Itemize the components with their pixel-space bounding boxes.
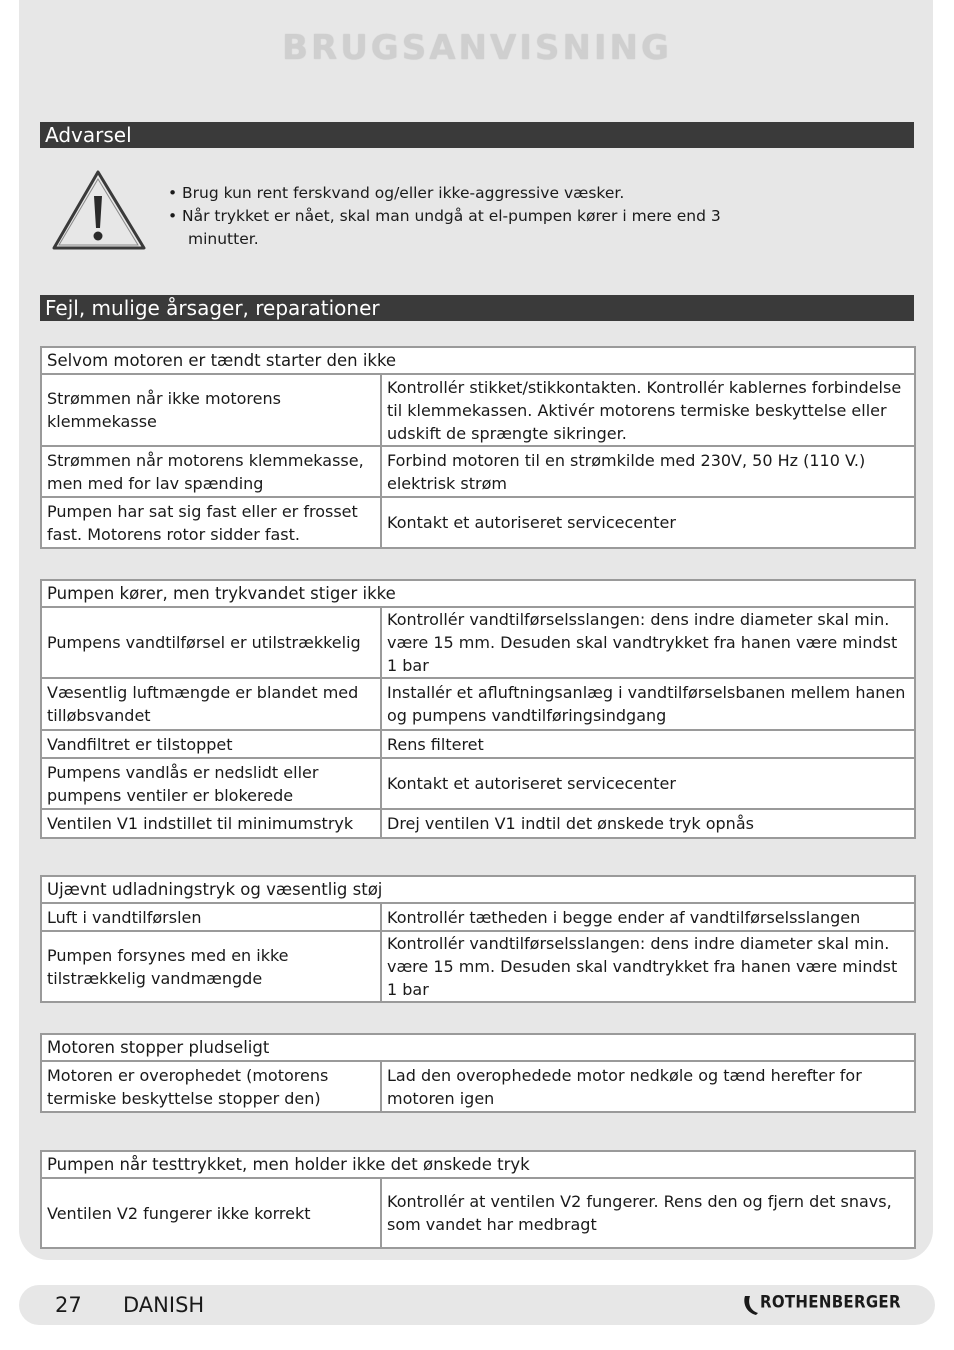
remedy-cell: Kontrollér at ventilen V2 fungerer. Rens den og fjern det snavs, som vandet har medbragt <box>381 1178 915 1248</box>
table-row <box>41 931 915 1002</box>
cause-cell: Pumpens vandlås er nedslidt eller pumpens ventiler er blokerede <box>41 758 381 809</box>
table-row <box>41 758 915 809</box>
table-row <box>41 374 915 446</box>
warning-heading: Advarsel <box>40 122 914 148</box>
remedy-cell: Lad den overophedede motor nedkøle og tænd herefter for motoren igen <box>381 1061 915 1112</box>
cause-cell: Motoren er overophedet (motorens termiske beskyttelse stopper den) <box>41 1061 381 1112</box>
fault-table-motor-not-starting <box>40 346 916 549</box>
brand-swoosh-icon <box>742 1292 762 1318</box>
faults-heading: Fejl, mulige årsager, reparationer <box>40 295 914 321</box>
language-label: DANISH <box>123 1293 205 1317</box>
cause-cell: Ventilen V1 indstillet til minimumstryk <box>41 809 381 838</box>
remedy-cell: Kontakt et autoriseret servicecenter <box>381 497 915 548</box>
remedy-cell: Rens filteret <box>381 730 915 758</box>
table-title: Pumpen når testtrykket, men holder ikke det ønskede tryk <box>41 1151 915 1178</box>
remedy-cell: Installér et afluftningsanlæg i vandtilførselsbanen mellem hanen og pumpens vandtilføringsindgang <box>381 678 915 730</box>
warning-item: • Når trykket er nået, skal man undgå at el-pumpen kører i mere end 3 minutter. <box>168 205 728 251</box>
fault-table-motor-stops <box>40 1033 916 1113</box>
cause-cell: Pumpens vandtilførsel er utilstrækkelig <box>41 607 381 678</box>
remedy-cell: Forbind motoren til en strømkilde med 230V, 50 Hz (110 V.) elektrisk strøm <box>381 446 915 497</box>
cause-cell: Strømmen når ikke motorens klemmekasse <box>41 374 381 446</box>
table-row <box>41 497 915 548</box>
warning-triangle-icon <box>52 168 148 254</box>
warning-list <box>168 182 728 251</box>
table-row <box>41 607 915 678</box>
remedy-cell: Kontakt et autoriseret servicecenter <box>381 758 915 809</box>
cause-cell: Pumpen har sat sig fast eller er frosset fast. Motorens rotor sidder fast. <box>41 497 381 548</box>
cause-cell: Strømmen når motorens klemmekasse, men med for lav spænding <box>41 446 381 497</box>
fault-table-pressure-not-rising <box>40 579 916 839</box>
cause-cell: Pumpen forsynes med en ikke tilstrækkelig vandmængde <box>41 931 381 1002</box>
cause-cell: Ventilen V2 fungerer ikke korrekt <box>41 1178 381 1248</box>
remedy-cell: Kontrollér stikket/stikkontakten. Kontrollér kablernes forbindelse til klemmekassen. Aktivér motorens termiske beskyttelse eller udskift de sprængte sikringer. <box>381 374 915 446</box>
table-title: Pumpen kører, men trykvandet stiger ikke <box>41 580 915 607</box>
table-row <box>41 1178 915 1248</box>
table-row <box>41 678 915 730</box>
cause-cell: Væsentlig luftmængde er blandet med tilløbsvandet <box>41 678 381 730</box>
remedy-cell: Kontrollér tætheden i begge ender af vandtilførselsslangen <box>381 903 915 931</box>
table-row <box>41 1061 915 1112</box>
table-title: Selvom motoren er tændt starter den ikke <box>41 347 915 374</box>
table-title: Motoren stopper pludseligt <box>41 1034 915 1061</box>
page-number: 27 <box>55 1293 82 1317</box>
table-row <box>41 903 915 931</box>
brand-name: ROTHENBERGER <box>760 1292 901 1312</box>
table-row <box>41 446 915 497</box>
remedy-cell: Drej ventilen V1 indtil det ønskede tryk opnås <box>381 809 915 838</box>
cause-cell: Vandfiltret er tilstoppet <box>41 730 381 758</box>
fault-table-uneven-pressure <box>40 875 916 1003</box>
warning-item: • Brug kun rent ferskvand og/eller ikke-aggressive væsker. <box>168 182 728 205</box>
table-title: Ujævnt udladningstryk og væsentlig støj <box>41 876 915 903</box>
cause-cell: Luft i vandtilførslen <box>41 903 381 931</box>
table-row <box>41 809 915 838</box>
remedy-cell: Kontrollér vandtilførselsslangen: dens indre diameter skal min. være 15 mm. Desuden skal vandtrykket fra hanen være mindst 1 bar <box>381 931 915 1002</box>
remedy-cell: Kontrollér vandtilførselsslangen: dens indre diameter skal min. være 15 mm. Desuden skal vandtrykket fra hanen være mindst 1 bar <box>381 607 915 678</box>
table-row <box>41 730 915 758</box>
brand-logo <box>742 1292 902 1318</box>
page-title: BRUGSANVISNING <box>282 28 672 68</box>
fault-table-pressure-not-held <box>40 1150 916 1249</box>
